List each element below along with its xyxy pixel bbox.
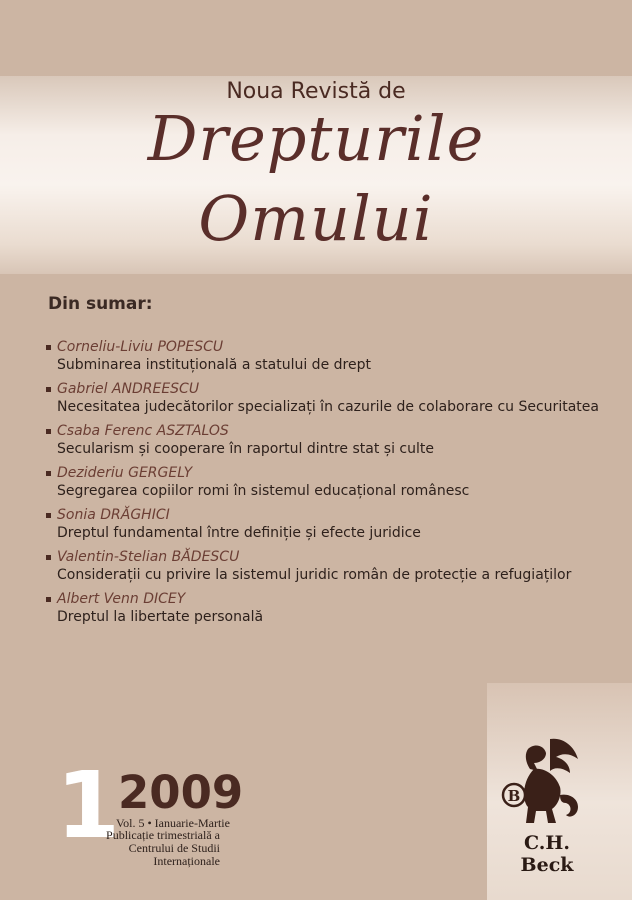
article-title: Dreptul la libertate personală — [57, 609, 264, 625]
journal-kicker: Noua Revistă de — [226, 79, 406, 104]
publisher-logo-letter: B — [507, 787, 521, 805]
article-title: Considerații cu privire la sistemul juridic român de protecție a refugiaților — [57, 567, 572, 583]
issue-volume: Vol. 5 • Ianuarie-Martie — [116, 816, 230, 830]
bullet-icon — [46, 429, 51, 434]
issue-number: 1 — [56, 752, 121, 859]
list-item — [46, 506, 606, 543]
issue-year: 2009 — [118, 766, 244, 819]
summary-list — [46, 338, 606, 632]
list-item — [46, 548, 606, 585]
bullet-icon — [46, 471, 51, 476]
bullet-icon — [46, 387, 51, 392]
bullet-icon — [46, 555, 51, 560]
bullet-icon — [46, 345, 51, 350]
publisher-name: C.H. Beck — [520, 832, 574, 876]
bullet-icon — [46, 513, 51, 518]
summary-heading: Din sumar: — [48, 294, 153, 314]
list-item — [46, 464, 606, 501]
publication-line1: Publicație trimestrială a — [106, 828, 220, 842]
list-item — [46, 338, 606, 375]
list-item — [46, 422, 606, 459]
article-title: Necesitatea judecătorilor specializați în cazurile de colaborare cu Securitatea — [57, 399, 599, 415]
article-author: Gabriel ANDREESCU — [57, 381, 200, 397]
journal-title-line2: Omului — [198, 182, 434, 255]
article-author: Sonia DRĂGHICI — [57, 507, 170, 523]
article-title: Subminarea instituțională a statului de drept — [57, 357, 371, 373]
article-title: Secularism și cooperare în raportul dintre stat și culte — [57, 441, 434, 457]
article-title: Dreptul fundamental între definiție și efecte juridice — [57, 525, 421, 541]
list-item — [46, 590, 606, 627]
article-author: Albert Venn DICEY — [57, 591, 186, 607]
article-title: Segregarea copiilor romi în sistemul educațional românesc — [57, 483, 470, 499]
article-author: Dezideriu GERGELY — [57, 465, 193, 481]
list-item — [46, 380, 606, 417]
publication-line2: Centrului de Studii Internaționale — [128, 841, 220, 868]
article-author: Corneliu-Liviu POPESCU — [57, 339, 224, 355]
publication-note — [60, 829, 220, 868]
griffin-icon — [500, 735, 590, 831]
article-author: Csaba Ferenc ASZTALOS — [57, 423, 229, 439]
bullet-icon — [46, 597, 51, 602]
journal-title-line1: Drepturile — [147, 102, 485, 175]
article-author: Valentin-Stelian BĂDESCU — [57, 549, 240, 565]
